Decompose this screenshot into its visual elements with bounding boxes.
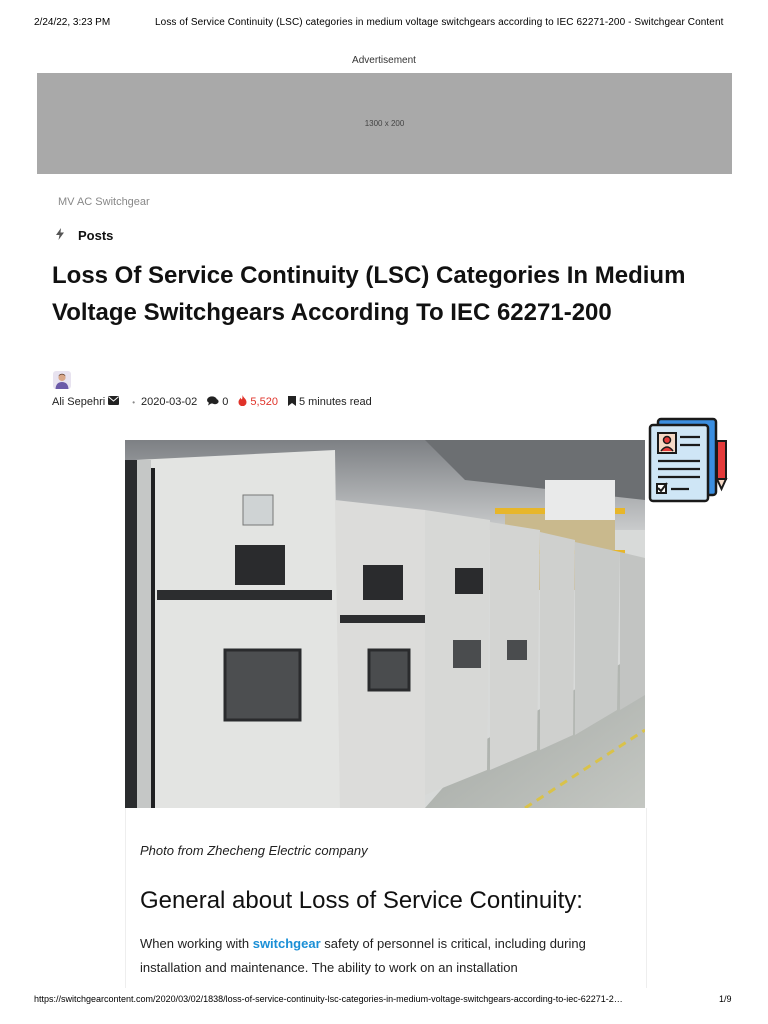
print-doc-title: Loss of Service Continuity (LSC) categories in medium voltage switchgears according to IEC 62271-200 - Switchgear Content: [155, 17, 724, 28]
paragraph-text-end: safety of personnel is critical, including during installation and maintenance. The ability to work on an installation: [140, 936, 586, 975]
article-paragraph: [140, 932, 630, 980]
section-heading: General about Loss of Service Continuity:: [140, 887, 583, 914]
article-title: Loss Of Service Continuity (LSC) Categories In Medium Voltage Switchgears According To IEC 62271-200: [52, 262, 686, 326]
comment-count[interactable]: 0: [222, 396, 229, 408]
print-page-number: 1/9: [719, 994, 732, 1004]
bolt-icon: [56, 228, 64, 243]
post-date: 2020-03-02: [141, 396, 198, 408]
document-report-icon: [644, 415, 734, 505]
author-name[interactable]: Ali Sepehri: [52, 396, 106, 408]
category-label[interactable]: Posts: [78, 227, 114, 243]
article-meta: [52, 394, 372, 410]
category-row[interactable]: [56, 227, 113, 243]
print-url: https://switchgearcontent.com/2020/03/02/1838/loss-of-service-continuity-lsc-categories-in-medium-voltage-switchgears-according-to-iec-62271-2…: [34, 994, 623, 1004]
comments-icon: [207, 396, 219, 409]
ad-size-text: 1300 x 200: [364, 119, 405, 128]
print-header: [0, 17, 768, 31]
print-footer: [0, 994, 768, 1008]
paragraph-text-start: When working with: [140, 936, 253, 951]
print-timestamp: 2/24/22, 3:23 PM: [34, 17, 111, 28]
switchgear-link[interactable]: switchgear: [252, 936, 321, 951]
photo-caption: Photo from Zhecheng Electric company: [140, 843, 368, 858]
read-time: 5 minutes read: [298, 396, 372, 408]
ad-label: Advertisement: [352, 55, 416, 66]
breadcrumb[interactable]: MV AC Switchgear: [58, 196, 150, 208]
envelope-icon[interactable]: [108, 396, 119, 408]
view-count: 5,520: [250, 396, 278, 408]
article-photo-switchgear: [125, 440, 645, 808]
author-avatar[interactable]: [53, 371, 71, 389]
meta-dot-separator: •: [132, 397, 136, 407]
bookmark-icon: [288, 396, 296, 409]
ad-banner[interactable]: [37, 73, 732, 174]
flame-icon: [238, 395, 247, 409]
